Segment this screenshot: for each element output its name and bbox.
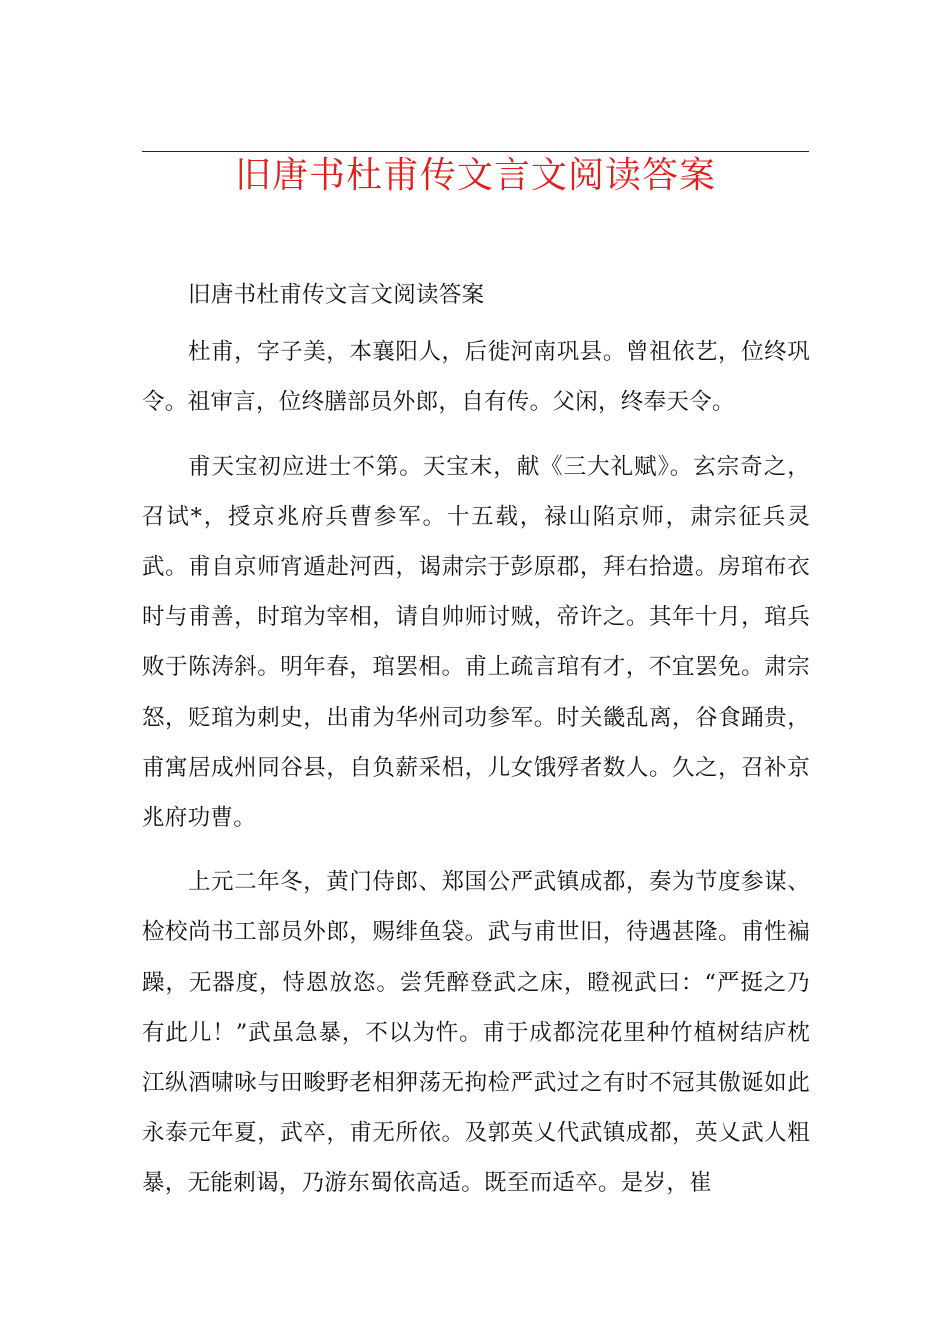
document-title: 旧唐书杜甫传文言文阅读答案: [234, 155, 716, 196]
body-heading: 旧唐书杜甫传文言文阅读答案: [188, 282, 485, 308]
paragraph-3: 上元二年冬，黄门侍郎、郑国公严武镇成都，奏为节度参谋、检校尚书工部员外郎，赐绯鱼袋。武与甫世旧，待遇甚隆。甫性褊躁，无器度，恃恩放恣。尝凭醉登武之床，瞪视武曰：“严挺之乃有此儿！”武虽急暴，不以为忤。甫于成都浣花里种竹植树结庐枕江纵酒啸咏与田畯野老相狎荡无拘检严武过之有时不冠其傲诞如此永泰元年夏，武卒，甫无所依。及郭英乂代武镇成都，英乂武人粗暴，无能刺谒，乃游东蜀依高适。既至而适卒。是岁，崔: [142, 869, 810, 1197]
document-body: [142, 270, 810, 1209]
paragraph-1: 杜甫，字子美，本襄阳人，后徙河南巩县。曾祖依艺，位终巩令。祖审言，位终膳部员外郎，自有传。父闲，终奉天令。: [142, 339, 810, 416]
paragraph-2: 甫天宝初应进士不第。天宝末，献《三大礼赋》。玄宗奇之，召试*，授京兆府兵曹参军。十五载，禄山陷京师，肃宗征兵灵武。甫自京师宵遁赴河西，谒肃宗于彭原郡，拜右拾遗。房琯布衣时与甫善，时琯为宰相，请自帅师讨贼，帝许之。其年十月，琯兵败于陈涛斜。明年春，琯罢相。甫上疏言琯有才，不宜罢免。肃宗怒，贬琯为刺史，出甫为华州司功参军。时关畿乱离，谷食踊贵，甫寓居成州同谷县，自负薪采梠，儿女饿殍者数人。久之，召补京兆府功曹。: [142, 453, 810, 832]
